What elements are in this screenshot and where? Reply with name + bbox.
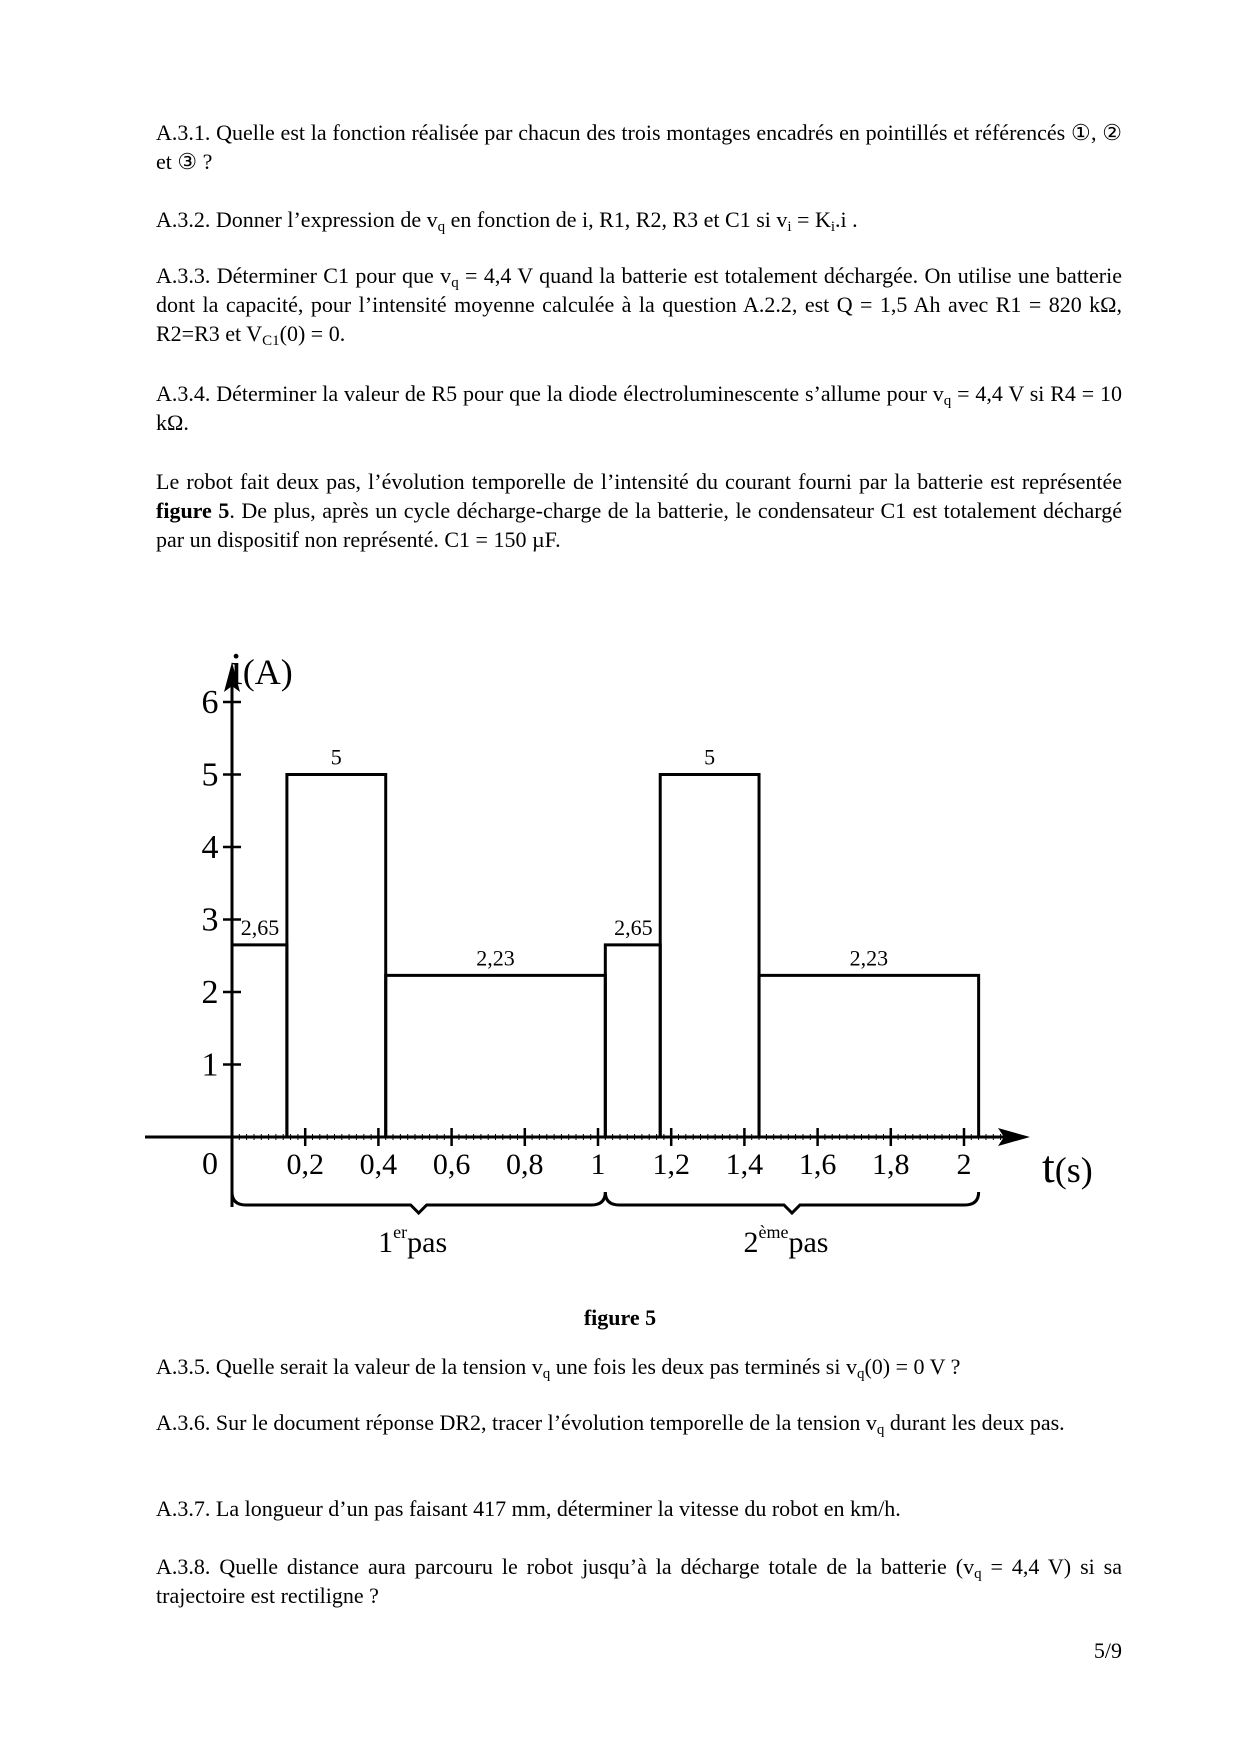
subscript: i	[830, 219, 836, 235]
question-text: = K	[791, 207, 831, 232]
step-label-number: 1	[378, 1226, 394, 1259]
y-tick-label: 1	[201, 1046, 219, 1084]
ref-2-symbol: ②	[1102, 120, 1123, 145]
question-a36	[156, 1408, 1122, 1437]
question-number: A.3.8.	[156, 1554, 211, 1579]
x-tick-label: 0,6	[432, 1148, 471, 1181]
question-a37	[156, 1494, 1122, 1523]
step-label-suffix: er	[393, 1222, 408, 1242]
current-segment	[287, 775, 386, 1138]
question-number: A.3.5.	[156, 1354, 211, 1379]
question-number: A.3.6.	[156, 1410, 211, 1435]
segment-value-label: 5	[704, 744, 716, 770]
x-tick-label: 2	[956, 1148, 972, 1181]
x-tick-label: 0,4	[359, 1148, 398, 1181]
question-text: Déterminer C1 pour que v	[216, 263, 452, 288]
x-tick-label: 1	[590, 1148, 606, 1181]
current-segment	[232, 945, 287, 1137]
x-axis-title-symbol: t	[1042, 1141, 1055, 1192]
question-text: Sur le document réponse DR2, tracer l’évolution temporelle de la tension v	[215, 1410, 877, 1435]
subscript: q	[437, 219, 446, 235]
figure-caption: figure 5	[583, 1305, 657, 1330]
question-a32	[156, 205, 1122, 234]
y-tick-label: 5	[201, 756, 219, 794]
intro-paragraph	[156, 467, 1122, 554]
segment-value-label: 2,65	[240, 914, 280, 940]
y-tick-label: 6	[201, 684, 219, 721]
question-a34	[156, 379, 1122, 437]
current-segment	[386, 975, 606, 1137]
question-text: = 4,4 V) si sa trajectoire est rectiligne ?	[156, 1554, 1123, 1608]
y-tick-label: 2	[201, 974, 219, 1011]
subscript: q	[943, 393, 952, 409]
x-tick-label: 1,2	[652, 1148, 690, 1181]
subscript: q	[974, 1566, 982, 1582]
y-axis-title	[230, 643, 293, 694]
page-number: 5/9	[1093, 1638, 1122, 1663]
question-a33	[156, 261, 1122, 348]
current-segment	[605, 945, 660, 1137]
segment-value-label: 5	[330, 744, 342, 770]
question-text: Quelle distance aura parcouru le robot jusqu’à la décharge totale de la batterie (v	[219, 1554, 975, 1579]
step-label-suffix: ème	[758, 1222, 789, 1242]
y-tick-label: 4	[201, 829, 219, 866]
question-number: A.3.3.	[156, 263, 211, 288]
y-tick-label: 3	[201, 901, 219, 939]
step-label-word: pas	[788, 1226, 829, 1259]
subscript: q	[856, 1366, 865, 1382]
ref-3-symbol: ③	[177, 149, 198, 174]
subscript: C1	[262, 333, 280, 349]
step-brace	[232, 1192, 605, 1213]
intro-text: . De plus, après un cycle décharge-charge de la batterie, le condensateur C1 est totalement déchargé par un dispositif non représenté. C1 = 150 µF.	[156, 498, 1122, 552]
subscript: q	[876, 1422, 885, 1438]
x-axis-title	[1042, 1141, 1093, 1192]
question-text: en fonction de i, R1, R2, R3 et C1 si v	[445, 207, 788, 232]
step-label-number: 2	[743, 1226, 759, 1259]
question-text: Quelle est la fonction réalisée par chacun des trois montages encadrés en pointillés et référencés	[216, 120, 1072, 145]
question-a38	[156, 1552, 1122, 1610]
x-axis-title-unit: (s)	[1054, 1150, 1093, 1190]
question-text: durant les deux pas.	[884, 1410, 1065, 1435]
question-number: A.3.4.	[156, 381, 211, 406]
origin-label: 0	[202, 1145, 218, 1181]
question-mark: ?	[202, 149, 213, 174]
x-tick-label: 0,8	[506, 1148, 544, 1181]
question-text: une fois les deux pas terminés si v	[550, 1354, 857, 1379]
question-text: = 4,4 V quand la batterie est totalement déchargée. On utilise une batterie dont la capacité, pour l’intensité moyenne calculée à la question A.2.2, est Q = 1,5 Ah avec R1 = 820 kΩ, R2=R3 et V	[156, 263, 1123, 346]
x-tick-label: 1,8	[872, 1148, 910, 1181]
question-number: A.3.2.	[156, 207, 211, 232]
segment-value-label: 2,23	[849, 945, 889, 971]
question-text: La longueur d’un pas faisant 417 mm, déterminer la vitesse du robot en km/h.	[215, 1496, 901, 1521]
x-tick-label: 1,6	[798, 1148, 837, 1181]
x-tick-label: 1,4	[725, 1148, 764, 1181]
segment-value-label: 2,65	[614, 914, 653, 940]
intro-text: Le robot fait deux pas, l’évolution temporelle de l’intensité du courant fourni par la batterie est représentée	[156, 469, 1122, 494]
current-segment	[660, 775, 759, 1138]
question-text: Déterminer la valeur de R5 pour que la diode électroluminescente s’allume pour v	[216, 381, 944, 406]
step-label	[743, 1222, 828, 1259]
y-axis-title-symbol: i	[230, 643, 243, 694]
question-a35	[156, 1352, 1122, 1381]
subscript: q	[542, 1366, 551, 1382]
step-label-word: pas	[407, 1226, 448, 1259]
subscript: i	[787, 219, 792, 235]
question-text: (0) = 0 V ?	[864, 1354, 961, 1379]
step-label	[378, 1222, 447, 1259]
y-axis-title-unit: (A)	[242, 652, 293, 692]
x-tick-label: 0,2	[286, 1148, 324, 1181]
question-text: = 4,4 V si R4 = 10 kΩ.	[156, 381, 1123, 435]
question-text: (0) = 0.	[279, 321, 346, 346]
subscript: q	[451, 275, 459, 291]
question-text: .i .	[835, 207, 858, 232]
question-a31: A.3.1. Quelle est la fonction réalisée par chacun des trois montages encadrés en pointillés et référencés ①, ② et ③ ?	[156, 120, 1123, 174]
conjunction: et	[156, 149, 172, 174]
question-number: A.3.7.	[156, 1496, 211, 1521]
ref-1-symbol: ①	[1071, 120, 1092, 145]
figure-reference: figure 5	[156, 498, 230, 523]
question-text: Quelle serait la valeur de la tension v	[215, 1354, 543, 1379]
current-step-chart	[0, 600, 1240, 1290]
question-number: A.3.1.	[156, 120, 211, 145]
current-segment	[759, 975, 979, 1137]
segment-value-label: 2,23	[476, 945, 515, 971]
step-brace	[605, 1192, 978, 1213]
question-text: Donner l’expression de v	[215, 207, 438, 232]
